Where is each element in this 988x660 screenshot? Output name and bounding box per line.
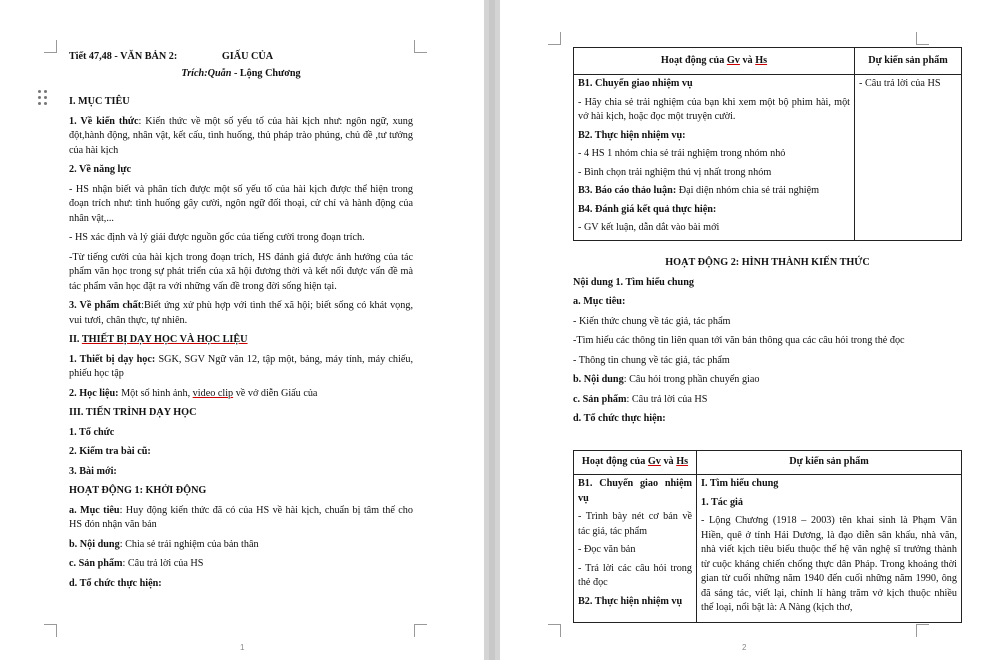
page-1-content	[69, 50, 413, 596]
activity-1-title: HOẠT ĐỘNG 1: KHỞI ĐỘNG	[69, 485, 207, 496]
activity-1-content: b. Nội dung: Chia sẻ trải nghiệm của bản thân	[69, 538, 259, 550]
scroll-track[interactable]	[489, 0, 495, 660]
objective-skills-1: - HS nhận biết và phân tích được một số yếu tố của hài kịch được thể hiện trong đoạn trích như: tình huống gây cười, ngôn ngữ đối thoại, cử chỉ và hành động của nhân vật,...	[69, 183, 413, 224]
crop-mark	[916, 32, 929, 45]
activity-1-table	[573, 47, 962, 241]
goal-item: -Tìm hiểu các thông tin liên quan tới văn bản thông qua các câu hỏi trong thẻ đọc	[573, 335, 905, 346]
organize-title: d. Tổ chức thực hiện:	[573, 413, 666, 424]
activity-2-title: HOẠT ĐỘNG 2: HÌNH THÀNH KIẾN THỨC	[665, 257, 870, 268]
process-check: 2. Kiểm tra bài cũ:	[69, 446, 151, 457]
crop-mark	[548, 624, 561, 637]
crop-mark	[44, 624, 57, 637]
objective-knowledge: 1. Về kiến thức: Kiến thức về một số yếu tố của hài kịch như: ngôn ngữ, xung đột,hành động, nhân vật, kết cấu, tình huống, thủ pháp trào phúng, chủ đề ,tư tưởng của hài kịch	[69, 115, 413, 156]
content-label: b. Nội dung: Câu hỏi trong phần chuyển giao	[573, 374, 760, 385]
activity-1-organize: d. Tổ chức thực hiện:	[69, 577, 162, 589]
crop-mark	[414, 40, 427, 53]
objective-skills-3: -Từ tiếng cười của hài kịch trong đoạn trích, HS đánh giá được ảnh hưởng của tác phẩm văn học trong sự phát triển của xã hội đương thời và kết nối được vấn đề mà tác phẩm văn học đặt ra với những vấn đề trong đời sống hiện tại.	[69, 251, 413, 292]
goal-item: - Kiến thức chung về tác giả, tác phẩm	[573, 315, 731, 327]
table-header-activity: Hoạt động của Gv và Hs	[574, 451, 697, 475]
product-label: c. Sản phẩm: Câu trả lời của HS	[573, 393, 708, 405]
crop-mark	[414, 624, 427, 637]
objective-skills-title: 2. Về năng lực	[69, 164, 131, 175]
table-cell-product: - Câu trả lời của HS	[855, 75, 962, 241]
page-number: 2	[742, 643, 747, 652]
objective-skills-2: - HS xác định và lý giải được nguồn gốc của tiếng cười trong đoạn trích.	[69, 232, 365, 243]
table-header-product: Dự kiến sản phẩm	[855, 48, 962, 75]
activity-2-table	[573, 450, 962, 623]
equipment-materials: 2. Học liệu: Một số hình ảnh, video clip về vở diễn Giấu của	[69, 387, 318, 399]
objective-qualities: 3. Về phẩm chất:Biết ứng xử phù hợp với tình thế xã hội; biết sống có khát vọng, vui tươi, chân thực, tự nhiên.	[69, 300, 413, 326]
page-number: 1	[240, 643, 245, 652]
process-organize: 1. Tổ chức	[69, 426, 115, 438]
page-1	[0, 0, 484, 660]
content-1-title: Nội dung 1. Tìm hiểu chung	[573, 276, 694, 288]
table-header-product: Dự kiến sản phẩm	[697, 451, 962, 475]
crop-mark	[44, 40, 57, 53]
crop-mark	[548, 32, 561, 45]
page-2-content	[573, 256, 962, 432]
section-equipment: II. THIẾT BỊ DẠY HỌC VÀ HỌC LIỆU	[69, 334, 248, 345]
page-2	[500, 0, 988, 660]
lesson-title: Tiết 47,48 - VĂN BẢN 2: GIẤU CỦA	[69, 51, 274, 62]
table-cell-activity: B1. Chuyển giao nhiệm vụ - Hãy chia sẻ trải nghiệm của bạn khi xem một bộ phim hài, một vở hài kịch, hoặc đọc một truyện cười. B2. Thực hiện nhiệm vụ: - 4 HS 1 nhóm chia sẻ trải nghiệm trong nhóm nhỏ - Bình chọn trải nghiệm thú vị nhất trong nhóm B3. Báo cáo thảo luận: Đại diện nhóm chia sẻ trải nghiệm B4. Đánh giá kết quả thực hiện: - GV kết luận, dẫn dắt vào bài mới	[574, 75, 855, 241]
table-cell-product: I. Tìm hiểu chung 1. Tác giả - Lộng Chương (1918 – 2003) tên khai sinh là Phạm Văn Hiền, quê ở tỉnh Hải Dương, là đạo diễn sân khấu, nhà văn, nhà viết kịch tiêu biểu thuộc thế hệ văn nghệ sĩ trưởng thành từ cuộc kháng chiến chống thực dân Pháp. Trong khoảng thời gian từ cuối những năm 1940 đến cuối những năm 1990, ông đã sáng tác, viết lại, chỉnh lí hàng trăm vở kịch thuộc nhiều thể loại, nổi bật là: A Nàng (kịch thơ,	[697, 475, 962, 623]
process-new-lesson: 3. Bài mới:	[69, 465, 117, 477]
equipment-devices: 1. Thiết bị dạy học: SGK, SGV Ngữ văn 12, tập một, bảng, máy tính, máy chiếu, phiếu học tập	[69, 353, 413, 379]
table-cell-activity: B1. Chuyển giao nhiệm vụ - Trình bày nét cơ bản về tác giả, tác phẩm - Đọc văn bản - Trả lời các câu hỏi trong thẻ đọc B2. Thực hiện nhiệm vụ	[574, 475, 697, 623]
goal-item: - Thông tin chung về tác giả, tác phẩm	[573, 354, 730, 366]
drag-handle-icon[interactable]	[38, 90, 48, 106]
section-process: III. TIẾN TRÌNH DẠY HỌC	[69, 407, 197, 418]
table-header-activity: Hoạt động của Gv và Hs	[574, 48, 855, 75]
activity-1-goal: a. Mục tiêu: Huy động kiến thức đã có của HS về hài kịch, chuẩn bị tâm thế cho HS đón nhận văn bản	[69, 504, 413, 530]
lesson-subtitle: Trích:Quẫn - Lộng Chương	[181, 67, 301, 79]
crop-mark	[916, 624, 929, 637]
goal-title: a. Mục tiêu:	[573, 296, 626, 307]
page-gap	[484, 0, 500, 660]
activity-1-product: c. Sản phẩm: Câu trả lời của HS	[69, 558, 204, 569]
section-objectives: I. MỤC TIÊU	[69, 96, 130, 107]
